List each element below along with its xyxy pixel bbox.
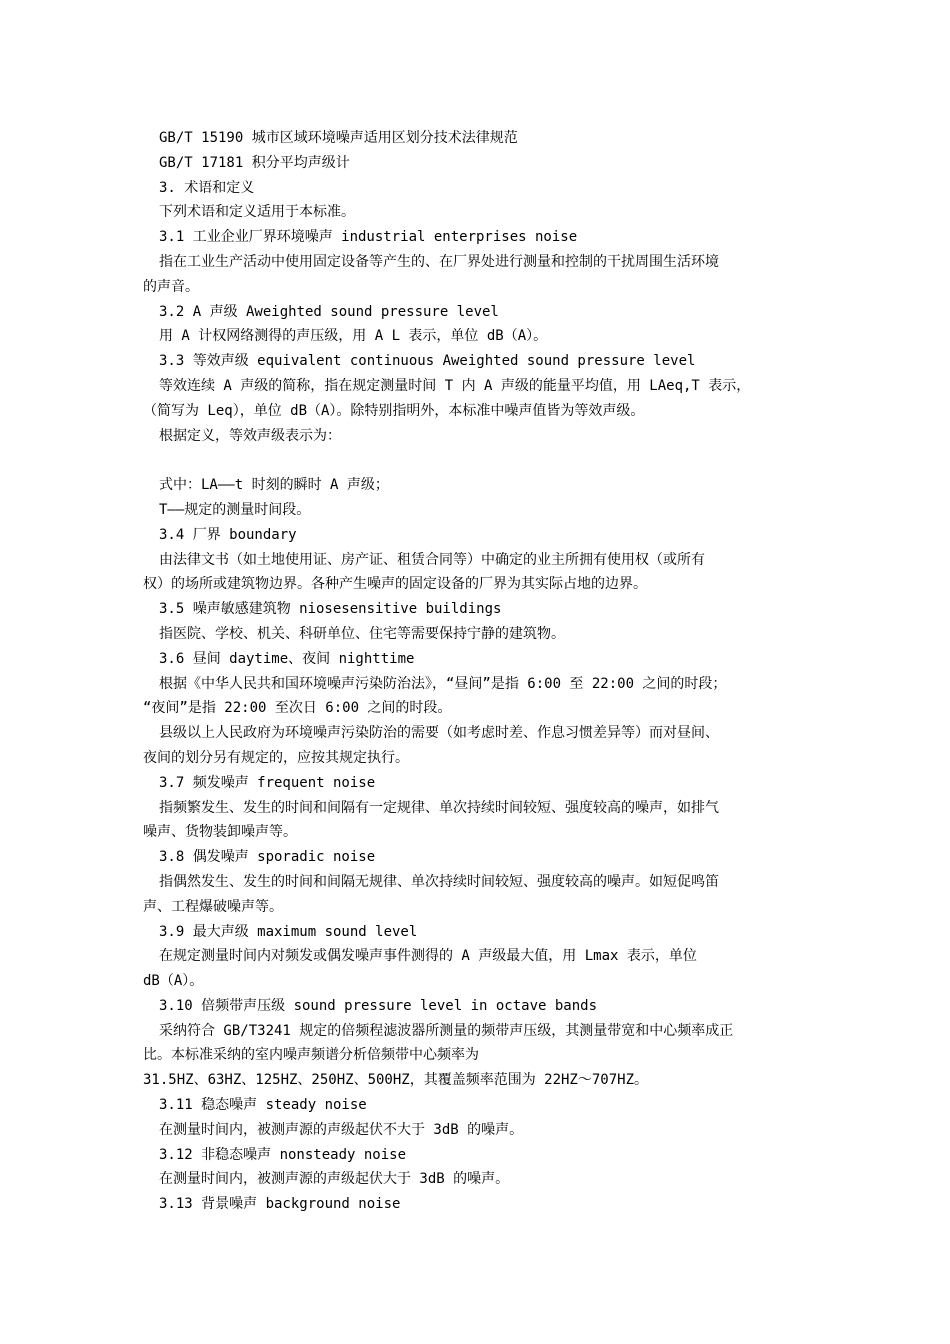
term-definition-3-2: 用 A 计权网络测得的声压级，用 A L 表示，单位 dB（A）。 bbox=[159, 328, 548, 345]
term-definition-3-3-cont: （简写为 Leq），单位 dB（A）。除特别指明外，本标准中噪声值皆为等效声级。 bbox=[143, 402, 645, 419]
section-intro: 下列术语和定义适用于本标准。 bbox=[159, 204, 355, 221]
term-definition-3-5: 指医院、学校、机关、科研单位、住宅等需要保持宁静的建筑物。 bbox=[159, 625, 565, 642]
reference-gb-t-15190: GB/T 15190 城市区域环境噪声适用区划分技术法律规范 bbox=[159, 130, 518, 146]
term-definition-3-10: 采纳符合 GB/T3241 规定的倍频程滤波器所测量的频带声压级，其测量带宽和中心频率成正 bbox=[159, 1022, 734, 1039]
term-definition-3-9-cont: dB（A）。 bbox=[143, 973, 204, 990]
term-heading-3-1: 3.1 工业企业厂界环境噪声 industrial enterprises noise bbox=[159, 229, 578, 246]
term-definition-3-8-cont: 声、工程爆破噪声等。 bbox=[143, 898, 283, 915]
term-heading-3-9: 3.9 最大声级 maximum sound level bbox=[159, 923, 418, 940]
term-definition-3-10-frequencies: 31.5HZ、63HZ、125HZ、250HZ、500HZ，其覆盖频率范围为 22HZ～707HZ。 bbox=[143, 1072, 649, 1089]
term-definition-3-3: 等效连续 A 声级的简称，指在规定测量时间 T 内 A 声级的能量平均值，用 LAeq,T 表示， bbox=[159, 377, 751, 394]
term-definition-3-6-note-cont: 夜间的划分另有规定的，应按其规定执行。 bbox=[143, 749, 409, 766]
term-definition-3-12: 在测量时间内，被测声源的声级起伏大于 3dB 的噪声。 bbox=[159, 1171, 510, 1188]
term-heading-3-7: 3.7 频发噪声 frequent noise bbox=[159, 774, 376, 791]
term-heading-3-12: 3.12 非稳态噪声 nonsteady noise bbox=[159, 1146, 407, 1163]
term-definition-3-1: 指在工业生产活动中使用固定设备等产生的、在厂界处进行测量和控制的干扰周围生活环境 bbox=[159, 253, 719, 270]
reference-gb-t-17181: GB/T 17181 积分平均声级计 bbox=[159, 154, 350, 171]
term-definition-3-11: 在测量时间内，被测声源的声级起伏不大于 3dB 的噪声。 bbox=[159, 1121, 524, 1138]
term-heading-3-6: 3.6 昼间 daytime、夜间 nighttime bbox=[159, 650, 415, 667]
term-definition-3-6: 根据《中华人民共和国环境噪声污染防治法》，“昼间”是指 6:00 至 22:00 之间的时段； bbox=[159, 675, 727, 692]
term-heading-3-8: 3.8 偶发噪声 sporadic noise bbox=[159, 849, 376, 866]
term-definition-3-4-cont: 权）的场所或建筑物边界。各种产生噪声的固定设备的厂界为其实际占地的边界。 bbox=[143, 576, 647, 593]
term-heading-3-3: 3.3 等效声级 equivalent continuous Aweighted sound pressure level bbox=[159, 353, 696, 370]
term-heading-3-11: 3.11 稳态噪声 steady noise bbox=[159, 1097, 367, 1114]
formula-where-t: T——规定的测量时间段。 bbox=[159, 501, 311, 518]
term-definition-3-1-cont: 的声音。 bbox=[143, 278, 199, 295]
term-definition-3-10-cont: 比。本标准采纳的室内噪声频谱分析倍频带中心频率为 bbox=[143, 1047, 479, 1064]
document-body bbox=[143, 126, 808, 1217]
term-definition-3-6-cont: “夜间”是指 22:00 至次日 6:00 之间的时段。 bbox=[143, 700, 452, 717]
term-definition-3-8: 指偶然发生、发生的时间和间隔无规律、单次持续时间较短、强度较高的噪声。如短促鸣笛 bbox=[159, 873, 719, 890]
formula-blank bbox=[143, 448, 808, 473]
term-heading-3-4: 3.4 厂界 boundary bbox=[159, 526, 297, 543]
term-definition-3-7: 指频繁发生、发生的时间和间隔有一定规律、单次持续时间较短、强度较高的噪声，如排气 bbox=[159, 799, 719, 816]
term-definition-3-7-cont: 噪声、货物装卸噪声等。 bbox=[143, 824, 297, 841]
formula-intro: 根据定义，等效声级表示为： bbox=[159, 427, 341, 444]
term-definition-3-4: 由法律文书（如土地使用证、房产证、租赁合同等）中确定的业主所拥有使用权（或所有 bbox=[159, 551, 705, 568]
term-heading-3-2: 3.2 A 声级 Aweighted sound pressure level bbox=[159, 303, 499, 320]
term-heading-3-10: 3.10 倍频带声压级 sound pressure level in octave bands bbox=[159, 997, 598, 1014]
term-heading-3-5: 3.5 噪声敏感建筑物 niosesensitive buildings bbox=[159, 601, 502, 618]
term-definition-3-9: 在规定测量时间内对频发或偶发噪声事件测得的 A 声级最大值，用 Lmax 表示，单位 bbox=[159, 948, 697, 965]
term-heading-3-13: 3.13 背景噪声 background noise bbox=[159, 1196, 401, 1213]
term-definition-3-6-note: 县级以上人民政府为环境噪声污染防治的需要（如考虑时差、作息习惯差异等）而对昼间、 bbox=[159, 725, 719, 742]
formula-where-la: 式中：LA——t 时刻的瞬时 A 声级； bbox=[159, 477, 389, 494]
section-heading-3: 3. 术语和定义 bbox=[159, 179, 255, 196]
